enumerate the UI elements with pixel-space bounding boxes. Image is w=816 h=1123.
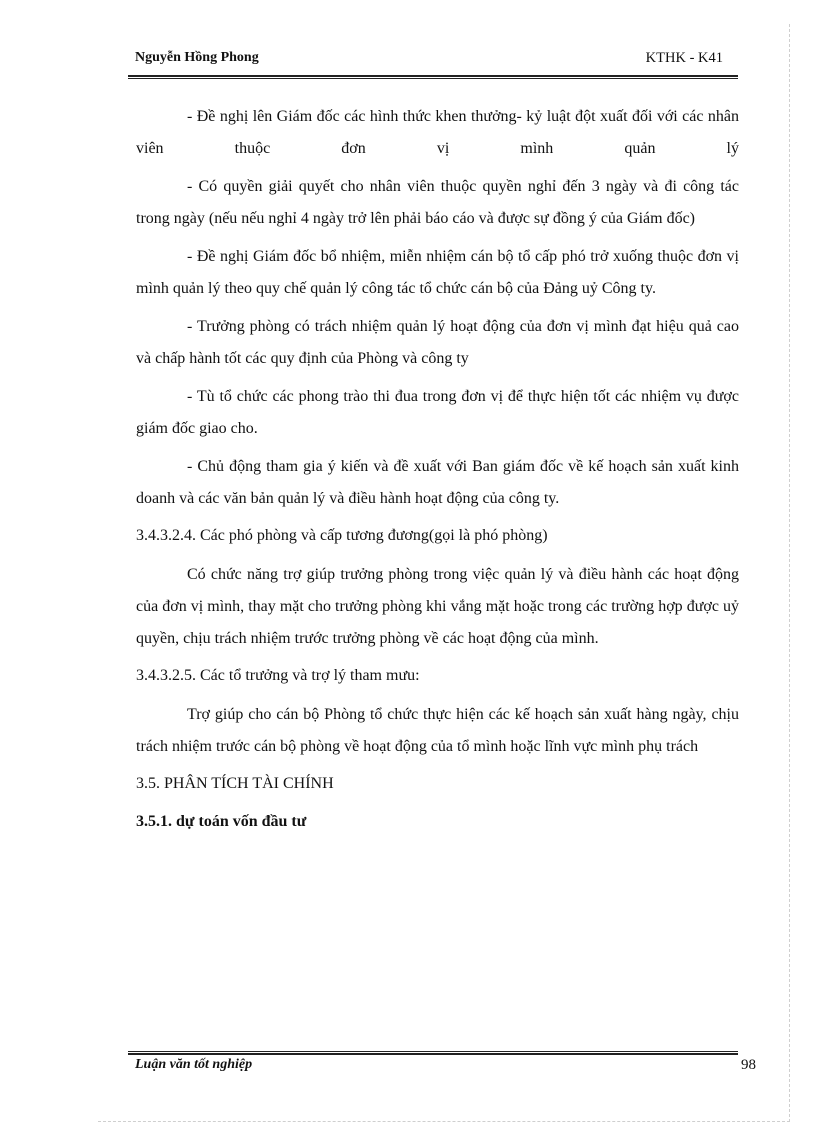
paragraph-deputy: Có chức năng trợ giúp trưởng phòng trong việc quản lý và điều hành các hoạt động của đơn vị mình, thay mặt cho trưởng phòng khi vắng mặt hoặc trong các trường hợp được uỷ quyền, chịu trách nhiệm trước trưởng phòng về các hoạt động của mình. (136, 566, 739, 647)
paragraph-team-leaders: Trợ giúp cho cán bộ Phòng tổ chức thực hiện các kế hoạch sản xuất hàng ngày, chịu trách nhiệm trước cán bộ phòng về hoạt động của tổ mình hoặc lĩnh vực mình phụ trách (136, 706, 739, 755)
page-header (133, 50, 723, 72)
paragraph-reward-discipline: - Đề nghị lên Giám đốc các hình thức khen thưởng- kỷ luật đột xuất đối với các nhân viên thuộc đơn vị mình quản lý (136, 108, 739, 157)
section-heading-deputy: 3.4.3.2.4. Các phó phòng và cấp tương đương(gọi là phó phòng) (136, 527, 548, 544)
paragraph-emulation: - Tù tổ chức các phong trào thi đua trong đơn vị để thực hiện tốt các nhiệm vụ được giám đốc giao cho. (136, 388, 739, 437)
paragraph-leave-authority: - Có quyền giải quyết cho nhân viên thuộc quyền nghỉ đến 3 ngày và đi công tác trong ngày (nếu nếu nghỉ 4 ngày trở lên phải báo cáo và được sự đồng ý của Giám đốc) (136, 178, 739, 227)
paragraph-manager-responsibility: - Trưởng phòng có trách nhiệm quản lý hoạt động của đơn vị mình đạt hiệu quả cao và chấp hành tốt các quy định của Phòng và công ty (136, 318, 739, 367)
header-code: KTHK - K41 (645, 50, 723, 66)
footer-rule (128, 1051, 738, 1055)
header-rule (128, 75, 738, 79)
header-author: Nguyễn Hồng Phong (135, 50, 259, 65)
page-number: 98 (741, 1057, 756, 1073)
section-heading-team-leaders: 3.4.3.2.5. Các tổ trưởng và trợ lý tham mưu: (136, 667, 420, 684)
paragraph-appointment: - Đề nghị Giám đốc bổ nhiệm, miễn nhiệm cán bộ tổ cấp phó trở xuống thuộc đơn vị mình quản lý theo quy chế quản lý công tác tổ chức cán bộ của Đảng uỷ Công ty. (136, 248, 739, 297)
footer-thesis-label: Luận văn tốt nghiệp (135, 1057, 253, 1072)
section-heading-financial: 3.5. PHÂN TÍCH TÀI CHÍNH (136, 775, 334, 792)
page-body (136, 101, 739, 845)
paragraph-proposals: - Chủ động tham gia ý kiến và đề xuất với Ban giám đốc về kế hoạch sản xuất kinh doanh và các văn bản quản lý và điều hành hoạt động của công ty. (136, 458, 739, 507)
subsection-heading-investment: 3.5.1. dự toán vốn đầu tư (136, 813, 307, 830)
